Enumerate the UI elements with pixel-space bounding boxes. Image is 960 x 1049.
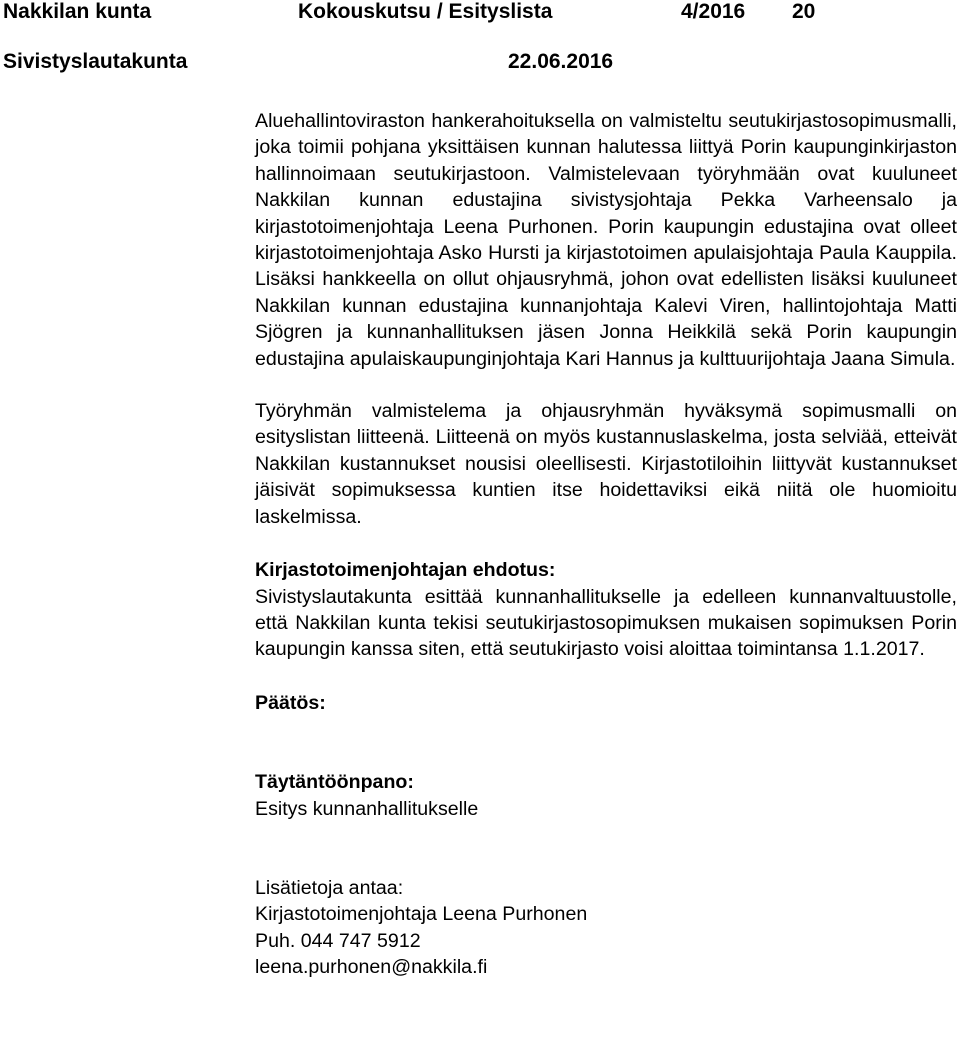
info-email: leena.purhonen@nakkila.fi <box>255 956 488 979</box>
attachment-paragraph: Työryhmän valmistelema ja ohjausryhmän hyväksymä sopimusmalli on esityslistan liitteenä. Liitteenä on myös kustannuslaskelma, josta selviää, etteivät Nakkilan kustannukset nousisi oleellisesti. Kirjastotiloihin liittyvät kustannukset jäisivät sopimuksessa kuntien itse hoidettaviksi eikä niitä ole huomioitu laskelmissa. <box>255 400 957 528</box>
info-phone: Puh. 044 747 5912 <box>255 929 421 952</box>
header-date: 22.06.2016 <box>508 50 614 73</box>
proposal-heading: Kirjastotoimenjohtajan ehdotus: <box>255 559 556 582</box>
execution-text: Esitys kunnanhallitukselle <box>255 797 479 820</box>
header-doc-type: Kokouskutsu / Esityslista <box>298 0 553 23</box>
info-contact-name: Kirjastotoimenjohtaja Leena Purhonen <box>255 903 588 926</box>
header-issue: 4/2016 <box>681 0 746 23</box>
proposal-text: Sivistyslautakunta esittää kunnanhallitukselle ja edelleen kunnanvaltuustolle, että Nakkilan kunta tekisi seutukirjastosopimuksen mukaisen sopimuksen Porin kaupungin kanssa siten, että seutukirjasto voisi aloittaa toimintansa 1.1.2017. <box>255 585 957 661</box>
header-org: Nakkilan kunta <box>3 0 152 23</box>
info-label: Lisätietoja antaa: <box>255 876 404 899</box>
header-committee: Sivistyslautakunta <box>3 50 188 73</box>
document-body <box>255 108 957 981</box>
decision-heading: Päätös: <box>255 691 326 714</box>
background-paragraph: Aluehallintoviraston hankerahoituksella on valmisteltu seutukirjastosopimusmalli, joka toimii pohjana yksittäisen kunnan halutessa liittyä Porin kaupunginkirjaston hallinnoimaan seutukirjastoon. Valmistelevaan työryhmään ovat kuuluneet Nakkilan kunnan edustajina sivistysjohtaja Pekka Varheensalo ja kirjastotoimenjohtaja Leena Purhonen. Porin kaupungin edustajina ovat olleet kirjastotoimenjohtaja Asko Hursti ja kirjastotoimen apulaisjohtaja Paula Kauppila. Lisäksi hankkeella on ollut ohjausryhmä, johon ovat edellisten lisäksi kuuluneet Nakkilan kunnan edustajina kunnanjohtaja Kalevi Viren, hallintojohtaja Matti Sjögren ja kunnanhallituksen jäsen Jonna Heikkilä sekä Porin kaupungin edustajina apulaiskaupunginjohtaja Kari Hannus ja kulttuurijohtaja Jaana Simula. <box>255 110 957 370</box>
execution-heading: Täytäntöönpano: <box>255 771 414 794</box>
header-page-number: 20 <box>792 0 816 23</box>
